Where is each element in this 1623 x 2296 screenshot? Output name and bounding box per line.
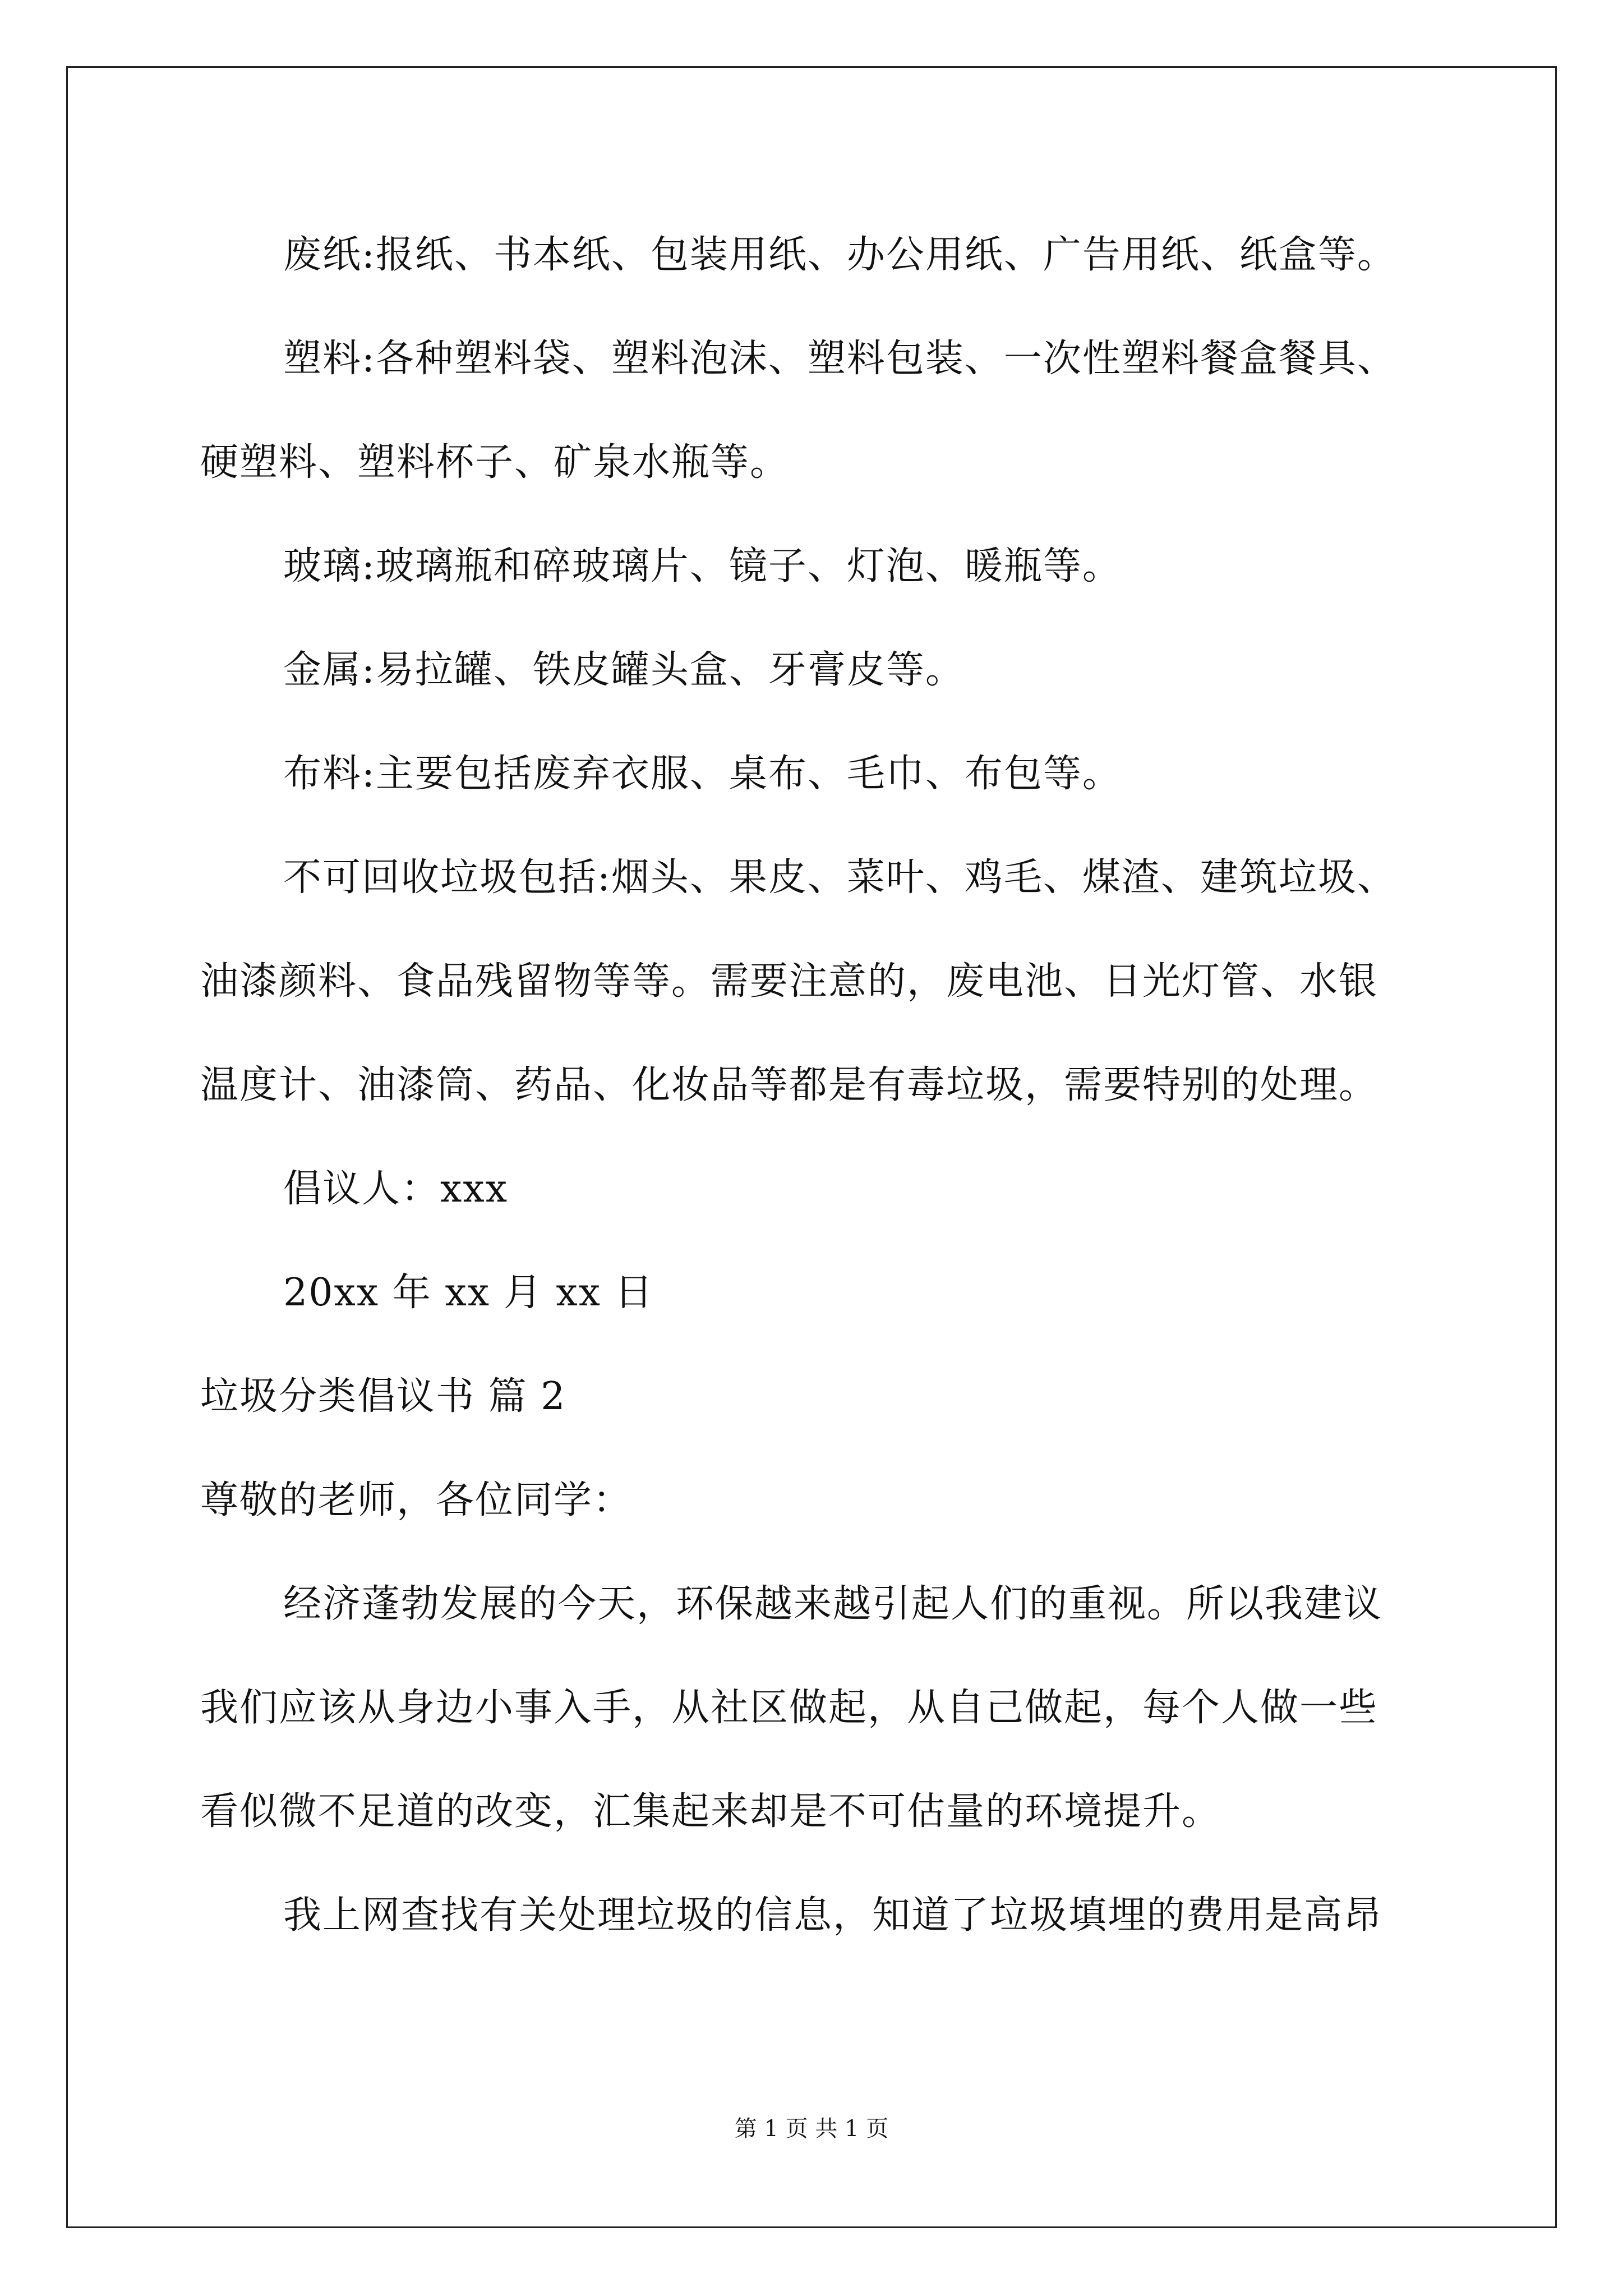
salutation: 尊敬的老师，各位同学：	[200, 1478, 633, 1522]
paragraph-glass: 玻璃:玻璃瓶和碎玻璃片、镜子、灯泡、暖瓶等。	[283, 544, 1122, 588]
paragraph-plastic-cont: 硬塑料、塑料杯子、矿泉水瓶等。	[200, 440, 790, 485]
paragraph-intro: 经济蓬勃发展的今天，环保越来越引起人们的重视。所以我建议	[283, 1582, 1383, 1626]
date-line: 20xx 年 xx 月 xx 日	[283, 1271, 654, 1315]
paragraph-non-recyclable-cont: 油漆颜料、食品残留物等等。需要注意的，废电池、日光灯管、水银	[200, 959, 1378, 1004]
paragraph-intro-cont: 我们应该从身边小事入手，从社区做起，从自己做起，每个人做一些	[200, 1686, 1378, 1730]
proposer-line: 倡议人：xxx	[283, 1167, 509, 1211]
paragraph-research: 我上网查找有关处理垃圾的信息，知道了垃圾填埋的费用是高昂	[283, 1893, 1383, 1938]
paragraph-waste-paper: 废纸:报纸、书本纸、包装用纸、办公用纸、广告用纸、纸盒等。	[283, 233, 1396, 277]
paragraph-cloth: 布料:主要包括废弃衣服、桌布、毛巾、布包等。	[283, 752, 1122, 796]
paragraph-non-recyclable-cont2: 温度计、油漆筒、药品、化妆品等都是有毒垃圾，需要特别的处理。	[200, 1063, 1378, 1107]
paragraph-plastic: 塑料:各种塑料袋、塑料泡沫、塑料包装、一次性塑料餐盒餐具、	[283, 337, 1396, 381]
section-title: 垃圾分类倡议书 篇 2	[200, 1374, 566, 1419]
page-footer: 第 1 页 共 1 页	[734, 2116, 889, 2142]
paragraph-metal: 金属:易拉罐、铁皮罐头盒、牙膏皮等。	[283, 648, 965, 692]
paragraph-intro-cont2: 看似微不足道的改变，汇集起来却是不可估量的环境提升。	[200, 1789, 1221, 1834]
paragraph-non-recyclable: 不可回收垃圾包括:烟头、果皮、菜叶、鸡毛、煤渣、建筑垃圾、	[283, 855, 1396, 900]
